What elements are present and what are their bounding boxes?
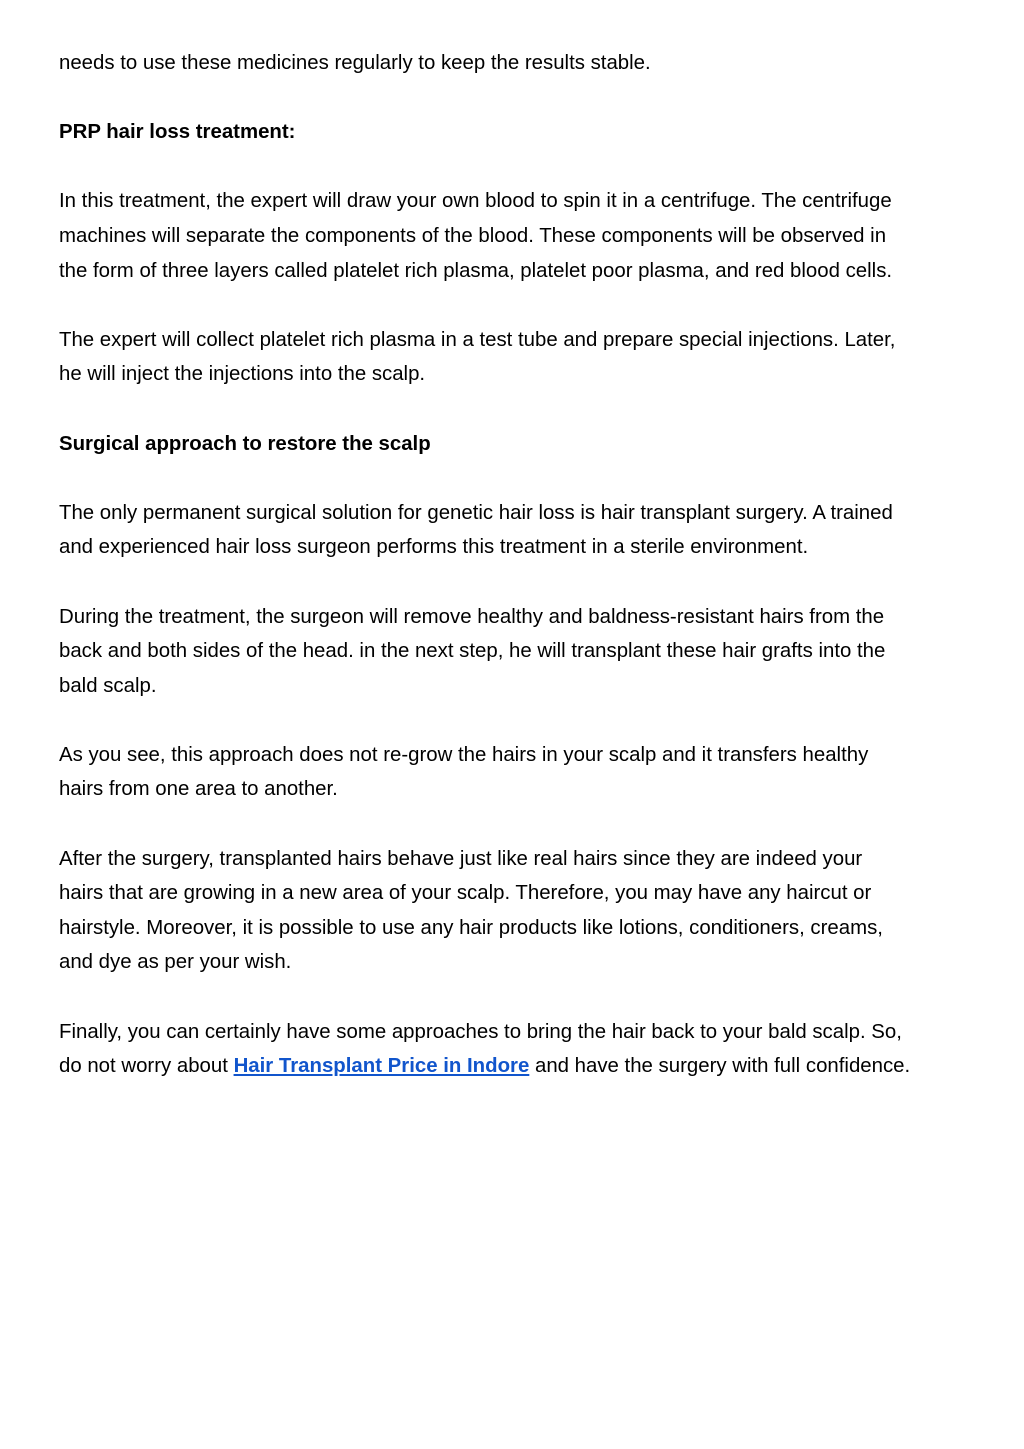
final-paragraph bbox=[59, 1015, 989, 1084]
prp-paragraph-1 bbox=[59, 184, 989, 288]
surgical-paragraph-4 bbox=[59, 842, 989, 980]
surgical-paragraph-3 bbox=[59, 738, 989, 807]
text-line: The only permanent surgical solution for genetic hair loss is hair transplant surgery. A trained bbox=[59, 501, 893, 524]
prp-paragraph-2 bbox=[59, 323, 989, 392]
heading-prp-treatment: PRP hair loss treatment: bbox=[59, 121, 296, 144]
surgical-paragraph-1 bbox=[59, 496, 989, 565]
text-line: hairs from one area to another. bbox=[59, 778, 338, 801]
text-fragment: do not worry about bbox=[59, 1055, 234, 1078]
text-line: During the treatment, the surgeon will remove healthy and baldness-resistant hairs from the bbox=[59, 605, 885, 628]
text-line: and experienced hair loss surgeon performs this treatment in a sterile environment. bbox=[59, 536, 809, 559]
text-line: The expert will collect platelet rich plasma in a test tube and prepare special injections. Later, bbox=[59, 328, 896, 351]
text-line: Finally, you can certainly have some approaches to bring the hair back to your bald scalp. So, bbox=[59, 1020, 902, 1043]
text-line: As you see, this approach does not re-grow the hairs in your scalp and it transfers healthy bbox=[59, 743, 869, 766]
intro-line: needs to use these medicines regularly to keep the results stable. bbox=[59, 52, 651, 74]
text-line: back and both sides of the head. in the next step, he will transplant these hair grafts into the bbox=[59, 640, 886, 663]
text-line: In this treatment, the expert will draw your own blood to spin it in a centrifuge. The centrifuge bbox=[59, 190, 892, 213]
document-page bbox=[59, 46, 989, 1118]
text-line: and dye as per your wish. bbox=[59, 951, 292, 974]
text-line: hairstyle. Moreover, it is possible to use any hair products like lotions, conditioners, creams, bbox=[59, 916, 883, 939]
hair-transplant-price-link[interactable]: Hair Transplant Price in Indore bbox=[233, 1055, 530, 1078]
text-line: he will inject the injections into the scalp. bbox=[59, 363, 426, 386]
text-line: the form of three layers called platelet rich plasma, platelet poor plasma, and red blood cells. bbox=[59, 259, 893, 282]
text-fragment: and have the surgery with full confidence. bbox=[529, 1055, 911, 1078]
text-line: machines will separate the components of the blood. These components will be observed in bbox=[59, 224, 887, 247]
text-line: hairs that are growing in a new area of your scalp. Therefore, you may have any haircut or bbox=[59, 882, 872, 905]
surgical-paragraph-2 bbox=[59, 600, 989, 704]
intro-paragraph bbox=[59, 46, 989, 81]
final-line-with-link bbox=[59, 1049, 989, 1084]
text-line: After the surgery, transplanted hairs behave just like real hairs since they are indeed your bbox=[59, 847, 863, 870]
text-line: bald scalp. bbox=[59, 674, 157, 697]
heading-surgical-approach: Surgical approach to restore the scalp bbox=[59, 432, 431, 455]
